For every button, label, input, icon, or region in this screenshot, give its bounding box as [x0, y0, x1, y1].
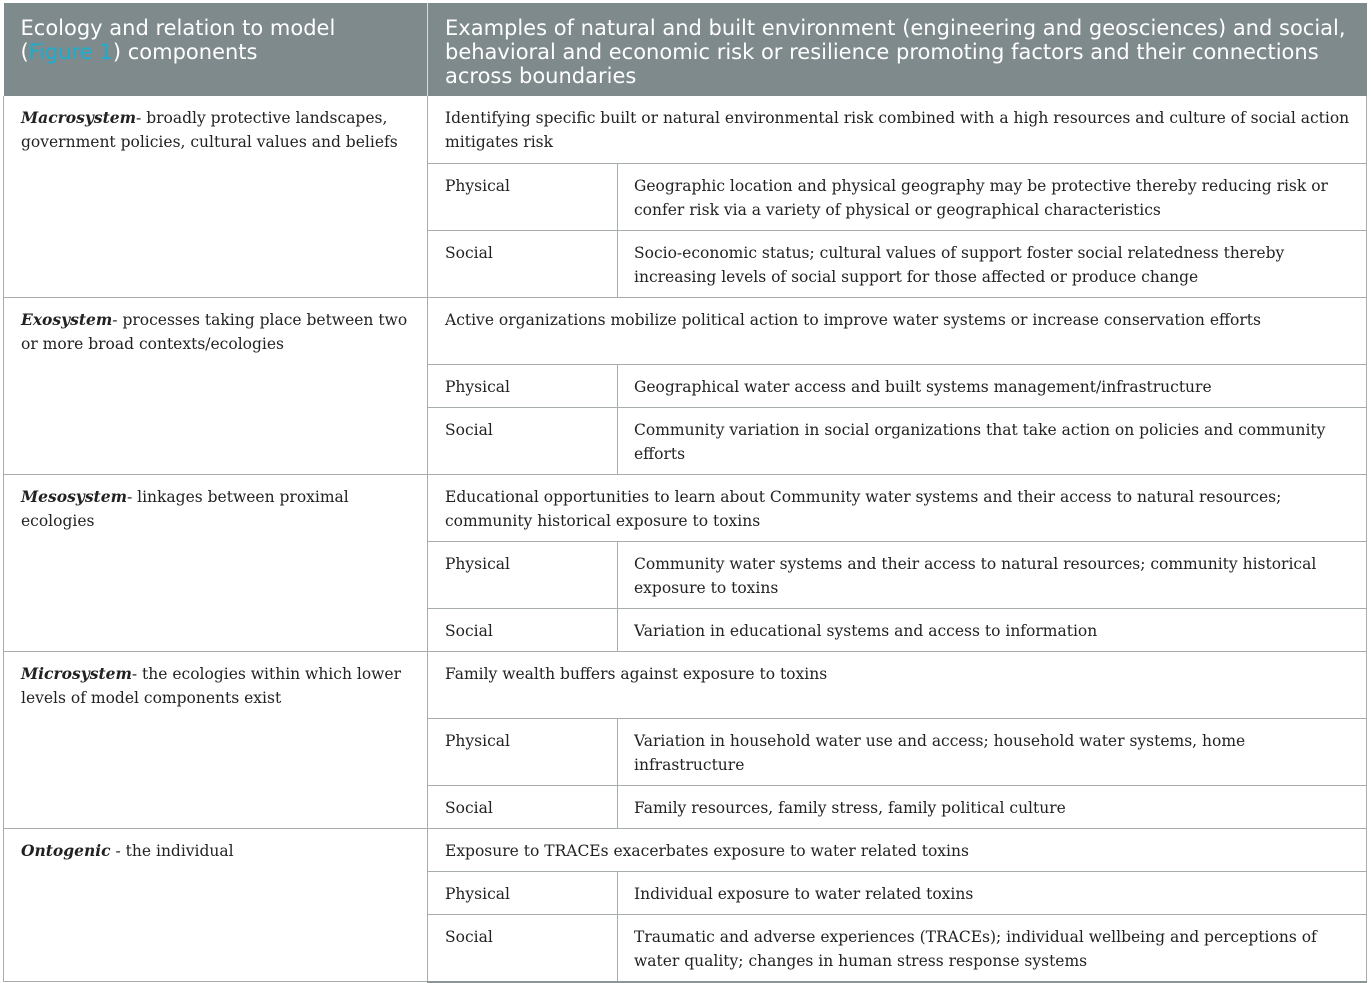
- type-label-physical: Physical: [428, 541, 618, 608]
- summary-cell: Exposure to TRACEs exacerbates exposure to water related toxins: [428, 828, 1367, 871]
- ecology-term: Macrosystem: [21, 108, 137, 127]
- physical-cell: Geographical water access and built systems management/infrastructure: [618, 364, 1367, 407]
- physical-cell: Individual exposure to water related toxins: [618, 871, 1367, 914]
- table-header-row: [4, 3, 1367, 96]
- type-label-social: Social: [428, 914, 618, 982]
- ecology-term: Microsystem: [21, 663, 132, 683]
- social-cell: Community variation in social organizations that take action on policies and community efforts: [618, 407, 1367, 474]
- ecology-cell-mesosystem: [4, 474, 428, 651]
- type-label-social: Social: [428, 608, 618, 651]
- ecology-term: Ontogenic: [21, 840, 111, 860]
- type-label-physical: Physical: [428, 718, 618, 785]
- table-row: [4, 96, 1367, 163]
- ecology-desc: - linkages between proximal ecologies: [21, 487, 349, 530]
- summary-cell: Active organizations mobilize political action to improve water systems or increase conservation efforts: [428, 297, 1367, 364]
- summary-cell: Family wealth buffers against exposure to toxins: [428, 651, 1367, 718]
- ecology-cell-ontogenic: [4, 828, 428, 982]
- ecology-cell-microsystem: [4, 651, 428, 828]
- type-label-social: Social: [428, 407, 618, 474]
- social-cell: Family resources, family stress, family political culture: [618, 785, 1367, 828]
- social-cell: Traumatic and adverse experiences (TRACEs); individual wellbeing and perceptions of water quality; changes in human stress response systems: [618, 914, 1367, 982]
- header-ecology: [4, 3, 428, 96]
- ecology-desc: - the ecologies within which lower levels of model components exist: [21, 664, 401, 707]
- header-ecology-prefix: Ecology and relation to model (: [20, 16, 336, 64]
- summary-cell: Educational opportunities to learn about Community water systems and their access to natural resources; community historical exposure to toxins: [428, 474, 1367, 541]
- ecology-cell-macrosystem: [4, 96, 428, 297]
- header-examples: Examples of natural and built environment (engineering and geosciences) and social, behavioral and economic risk or resilience promoting factors and their connections across boundaries: [428, 3, 1367, 96]
- type-label-physical: Physical: [428, 163, 618, 230]
- ecology-term: Mesosystem: [21, 486, 127, 506]
- table-row: [4, 474, 1367, 541]
- ecology-cell-exosystem: [4, 297, 428, 474]
- table-row: [4, 297, 1367, 364]
- ecology-desc: - the individual: [110, 841, 234, 860]
- social-cell: Socio-economic status; cultural values of support foster social relatedness thereby increasing levels of social support for those affected or produce change: [618, 230, 1367, 297]
- social-cell: Variation in educational systems and access to information: [618, 608, 1367, 651]
- physical-cell: Geographic location and physical geography may be protective thereby reducing risk or confer risk via a variety of physical or geographical characteristics: [618, 163, 1367, 230]
- ecology-desc: - processes taking place between two or more broad contexts/ecologies: [21, 310, 408, 353]
- type-label-social: Social: [428, 785, 618, 828]
- ecology-term: Exosystem: [21, 309, 113, 329]
- type-label-social: Social: [428, 230, 618, 297]
- type-label-physical: Physical: [428, 871, 618, 914]
- table-row: [4, 651, 1367, 718]
- summary-cell: Identifying specific built or natural environmental risk combined with a high resources and culture of social action mitigates risk: [428, 96, 1367, 163]
- header-ecology-suffix: ) components: [112, 40, 258, 64]
- table-row: [4, 828, 1367, 871]
- physical-cell: Variation in household water use and access; household water systems, home infrastructure: [618, 718, 1367, 785]
- type-label-physical: Physical: [428, 364, 618, 407]
- ecology-table: [3, 3, 1367, 983]
- ecology-desc: - broadly protective landscapes, government policies, cultural values and beliefs: [21, 109, 398, 151]
- figure-1-link[interactable]: Figure 1: [28, 40, 113, 64]
- physical-cell: Community water systems and their access to natural resources; community historical exposure to toxins: [618, 541, 1367, 608]
